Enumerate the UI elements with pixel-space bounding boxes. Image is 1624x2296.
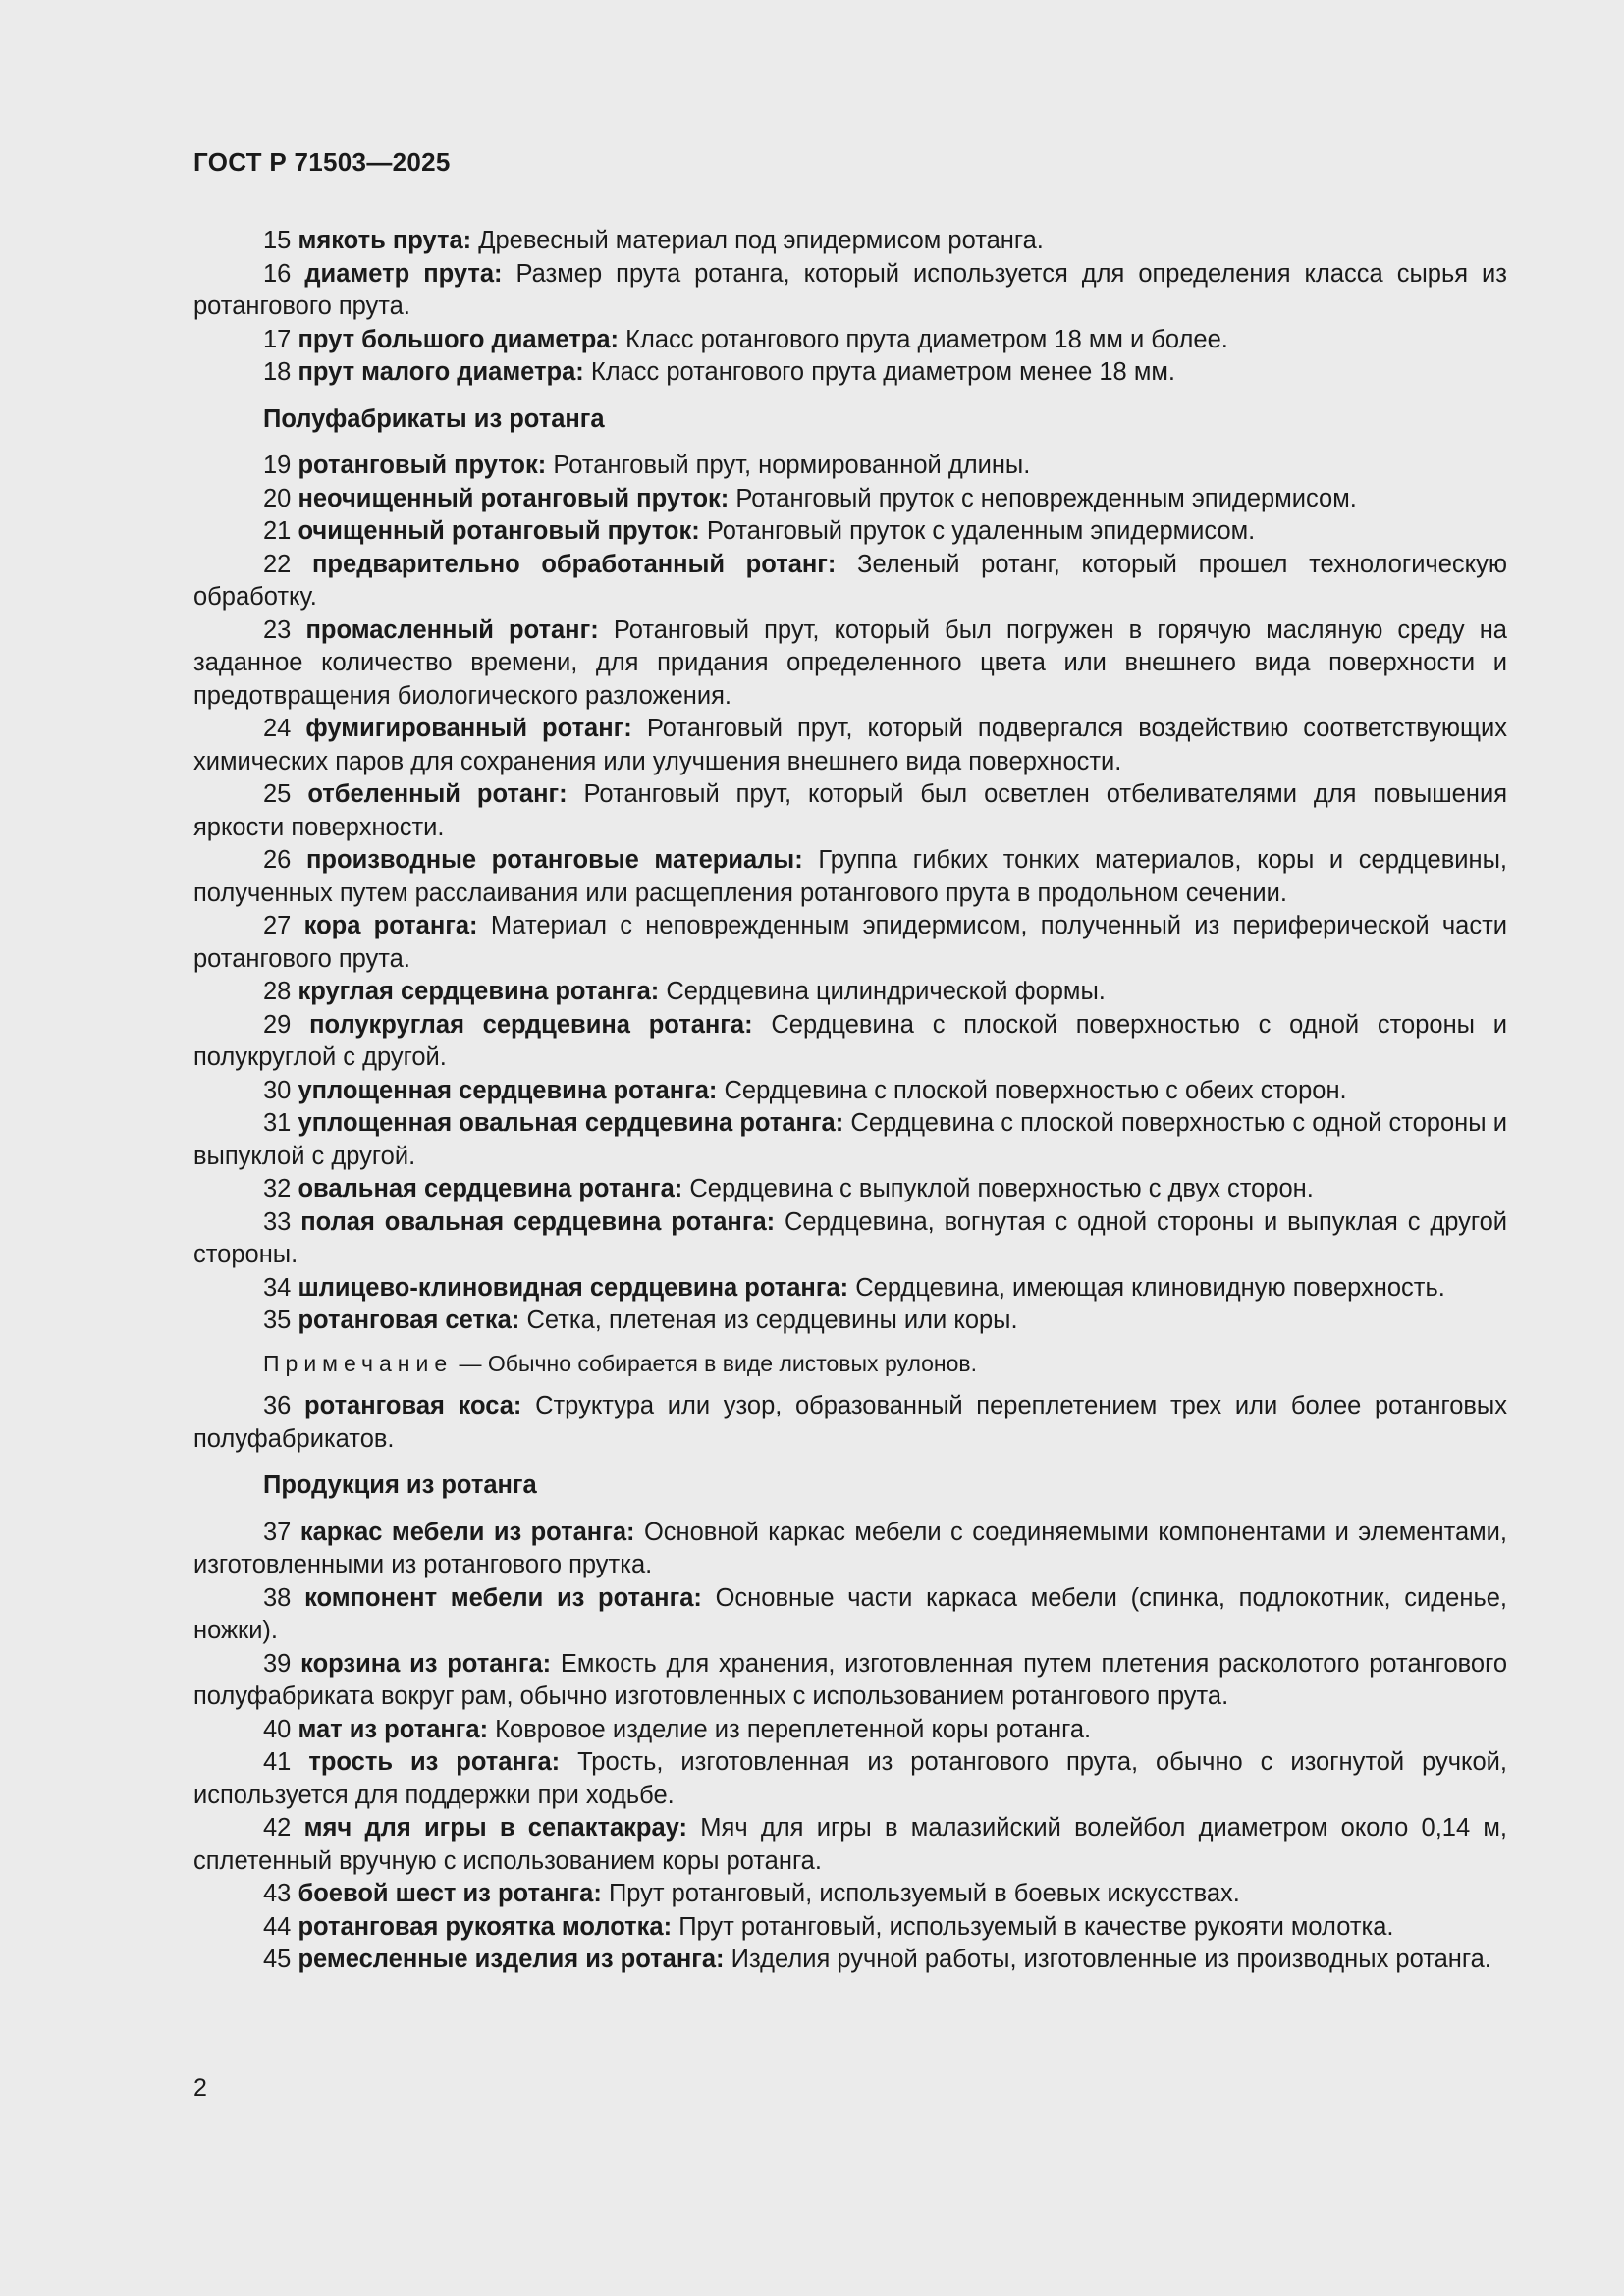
term-entry <box>193 1878 1507 1911</box>
term-number: 41 <box>263 1748 292 1776</box>
term-name: промасленный ротанг: <box>305 615 599 644</box>
term-number: 34 <box>263 1273 292 1302</box>
term-name: ротанговая коса: <box>304 1392 522 1419</box>
term-definition: Сердцевина, вогнутая с одной стороны и выпуклая с другой стороны. <box>193 1207 1508 1268</box>
term-definition: Сердцевина с плоской поверхностью с одной стороны и выпуклой с другой. <box>193 1109 1507 1170</box>
page-number: 2 <box>193 2074 207 2102</box>
term-definition: Структура или узор, образованный переплетением трех или более ротанговых полуфабрикатов. <box>193 1392 1508 1453</box>
term-name: каркас мебели из ротанга: <box>299 1518 635 1546</box>
term-definition: Сердцевина, имеющая клиновидную поверхность. <box>855 1273 1445 1302</box>
term-entry <box>193 1746 1507 1812</box>
term-name: производные ротанговые материалы: <box>306 846 803 874</box>
term-name: ремесленные изделия из ротанга: <box>298 1946 725 1973</box>
term-name: ротанговый пруток: <box>298 452 547 479</box>
section-heading-products: Продукция из ротанга <box>263 1471 537 1499</box>
term-definition: Ротанговый пруток с неповрежденным эпидермисом. <box>735 484 1357 512</box>
term-number: 32 <box>263 1175 292 1202</box>
term-list-products <box>193 1517 1507 1977</box>
term-number: 19 <box>263 452 292 479</box>
term-name: ротанговая сетка: <box>298 1307 520 1334</box>
term-number: 30 <box>263 1076 292 1104</box>
term-definition: Изделия ручной работы, изготовленные из производных ротанга. <box>731 1946 1491 1973</box>
term-name: предварительно обработанный ротанг: <box>312 550 837 578</box>
term-number: 44 <box>263 1912 292 1941</box>
term-definition: Группа гибких тонких материалов, коры и сердцевины, полученных путем расслаивания или расщепления ротангового прута в продольном сечении. <box>193 846 1507 907</box>
term-entry <box>193 1272 1507 1306</box>
term-number: 43 <box>263 1880 292 1907</box>
section-heading-semifinished: Полуфабрикаты из ротанга <box>263 404 605 433</box>
term-entry <box>193 1075 1507 1108</box>
term-name: отбеленный ротанг: <box>307 780 568 808</box>
term-entry <box>193 1517 1507 1582</box>
term-number: 27 <box>263 912 292 939</box>
term-name: полая овальная сердцевина ротанга: <box>300 1207 776 1236</box>
term-name: круглая сердцевина ротанга: <box>298 978 660 1005</box>
term-entry <box>193 1911 1507 1945</box>
term-name: уплощенная сердцевина ротанга: <box>298 1076 718 1104</box>
term-name: очищенный ротанговый пруток: <box>298 517 700 545</box>
term-entry <box>193 483 1507 516</box>
term-name: мякоть прута: <box>298 227 472 254</box>
term-definition: Ковровое изделие из переплетенной коры ротанга. <box>495 1715 1092 1743</box>
term-definition: Сердцевина с плоской поверхностью с одной стороны и полукруглой с другой. <box>193 1010 1507 1071</box>
term-name: трость из ротанга: <box>308 1748 561 1776</box>
term-name: мяч для игры в сепактакрау: <box>303 1814 688 1842</box>
term-number: 31 <box>263 1109 292 1137</box>
term-name: полукруглая сердцевина ротанга: <box>309 1010 753 1039</box>
term-definition: Трость, изготовленная из ротангового прута, обычно с изогнутой ручкой, используется для поддержки при ходьбе. <box>193 1748 1508 1809</box>
term-number: 18 <box>263 358 292 386</box>
term-name: корзина из ротанга: <box>300 1649 552 1678</box>
term-definition: Ротанговый прут, который был погружен в горячую масляную среду на заданное количество времени, для придания определенного цвета или внешнего вида поверхности и предотвращения биологического разложения. <box>193 615 1507 710</box>
term-name: прут малого диаметра: <box>298 358 584 386</box>
term-definition: Сетка, плетеная из сердцевины или коры. <box>526 1307 1018 1334</box>
note <box>193 1348 1507 1381</box>
term-list-basic <box>193 225 1507 390</box>
term-definition: Материал с неповрежденным эпидермисом, полученный из периферической части ротангового прута. <box>193 912 1507 973</box>
term-definition: Ротанговый прут, нормированной длины. <box>553 452 1031 479</box>
term-entry <box>193 1812 1507 1878</box>
term-name: овальная сердцевина ротанга: <box>298 1175 683 1202</box>
term-number: 15 <box>263 227 292 254</box>
term-name: уплощенная овальная сердцевина ротанга: <box>298 1109 844 1137</box>
term-definition: Основной каркас мебели с соединяемыми компонентами и элементами, изготовленными из ротангового прутка. <box>193 1518 1508 1578</box>
term-entry <box>193 225 1507 258</box>
term-entry <box>193 324 1507 357</box>
document-id-header: ГОСТ Р 71503—2025 <box>193 147 451 177</box>
term-definition: Прут ротанговый, используемый в боевых искусствах. <box>608 1880 1240 1907</box>
term-entry <box>193 450 1507 483</box>
term-number: 45 <box>263 1946 292 1973</box>
term-entry <box>193 258 1507 324</box>
term-number: 36 <box>263 1392 292 1419</box>
term-entry <box>193 614 1507 714</box>
term-number: 37 <box>263 1518 292 1546</box>
term-entry <box>193 1390 1507 1456</box>
term-name: компонент мебели из ротанга: <box>304 1583 702 1612</box>
term-definition: Сердцевина с плоской поверхностью с обеих сторон. <box>724 1076 1347 1104</box>
term-entry <box>193 976 1507 1009</box>
term-entry <box>193 1714 1507 1747</box>
term-number: 16 <box>263 259 292 288</box>
term-name: кора ротанга: <box>303 912 478 939</box>
term-entry <box>193 1648 1507 1714</box>
document-body <box>193 225 1507 1977</box>
note-label: Примечание <box>263 1350 454 1376</box>
term-number: 22 <box>263 550 292 578</box>
term-definition: Сердцевина с выпуклой поверхностью с двух сторон. <box>689 1175 1314 1202</box>
term-definition: Ротанговый пруток с удаленным эпидермисом. <box>706 517 1256 545</box>
term-entry <box>193 515 1507 549</box>
term-number: 26 <box>263 846 292 874</box>
term-definition: Класс ротангового прута диаметром 18 мм и более. <box>625 325 1228 353</box>
term-number: 40 <box>263 1715 292 1743</box>
term-entry <box>193 1009 1507 1075</box>
term-name: диаметр прута: <box>304 259 503 288</box>
term-entry <box>193 1582 1507 1648</box>
term-entry <box>193 910 1507 976</box>
term-definition: Мяч для игры в малазийский волейбол диаметром около 0,14 м, сплетенный вручную с использованием коры ротанга. <box>193 1814 1508 1875</box>
note-text: — Обычно собирается в виде листовых рулонов. <box>459 1350 978 1376</box>
term-number: 23 <box>263 615 292 644</box>
term-list-braid <box>193 1390 1507 1456</box>
term-entry <box>193 1107 1507 1173</box>
term-number: 25 <box>263 780 292 808</box>
term-name: прут большого диаметра: <box>298 325 620 353</box>
term-definition: Прут ротанговый, используемый в качестве рукояти молотка. <box>678 1912 1394 1941</box>
term-number: 38 <box>263 1583 292 1612</box>
term-number: 29 <box>263 1010 292 1039</box>
term-entry <box>193 713 1507 778</box>
term-definition: Сердцевина цилиндрической формы. <box>666 978 1106 1005</box>
term-name: мат из ротанга: <box>298 1715 489 1743</box>
term-number: 39 <box>263 1649 292 1678</box>
term-entry <box>193 1173 1507 1206</box>
term-entry <box>193 1305 1507 1338</box>
term-definition: Ротанговый прут, который был осветлен отбеливателями для повышения яркости поверхности. <box>193 780 1507 841</box>
term-number: 20 <box>263 484 292 512</box>
term-entry <box>193 1944 1507 1977</box>
term-entry <box>193 1206 1507 1272</box>
term-name: фумигированный ротанг: <box>305 715 632 742</box>
term-list-semifinished <box>193 450 1507 1338</box>
term-number: 21 <box>263 517 292 545</box>
term-definition: Емкость для хранения, изготовленная путем плетения расколотого ротангового полуфабриката вокруг рам, обычно изготовленных с использованием ротангового прута. <box>193 1649 1508 1710</box>
term-number: 24 <box>263 715 292 742</box>
term-entry <box>193 844 1507 910</box>
term-entry <box>193 549 1507 614</box>
term-entry <box>193 778 1507 844</box>
term-definition: Зеленый ротанг, который прошел технологическую обработку. <box>193 550 1507 611</box>
term-definition: Класс ротангового прута диаметром менее 18 мм. <box>590 358 1175 386</box>
term-name: боевой шест из ротанга: <box>298 1880 602 1907</box>
term-name: неочищенный ротанговый пруток: <box>298 484 730 512</box>
term-name: ротанговая рукоятка молотка: <box>298 1912 673 1941</box>
term-definition: Размер прута ротанга, который используется для определения класса сырья из ротангового прута. <box>193 259 1507 320</box>
term-number: 42 <box>263 1814 292 1842</box>
term-name: шлицево-клиновидная сердцевина ротанга: <box>298 1273 849 1302</box>
term-number: 35 <box>263 1307 292 1334</box>
term-entry <box>193 356 1507 390</box>
term-definition: Древесный материал под эпидермисом ротанга. <box>478 227 1044 254</box>
term-number: 28 <box>263 978 292 1005</box>
term-definition: Основные части каркаса мебели (спинка, подлокотник, сиденье, ножки). <box>193 1583 1507 1644</box>
term-number: 33 <box>263 1207 292 1236</box>
term-number: 17 <box>263 325 292 353</box>
term-definition: Ротанговый прут, который подвергался воздействию соответствующих химических паров для сохранения или улучшения внешнего вида поверхности. <box>193 715 1507 775</box>
